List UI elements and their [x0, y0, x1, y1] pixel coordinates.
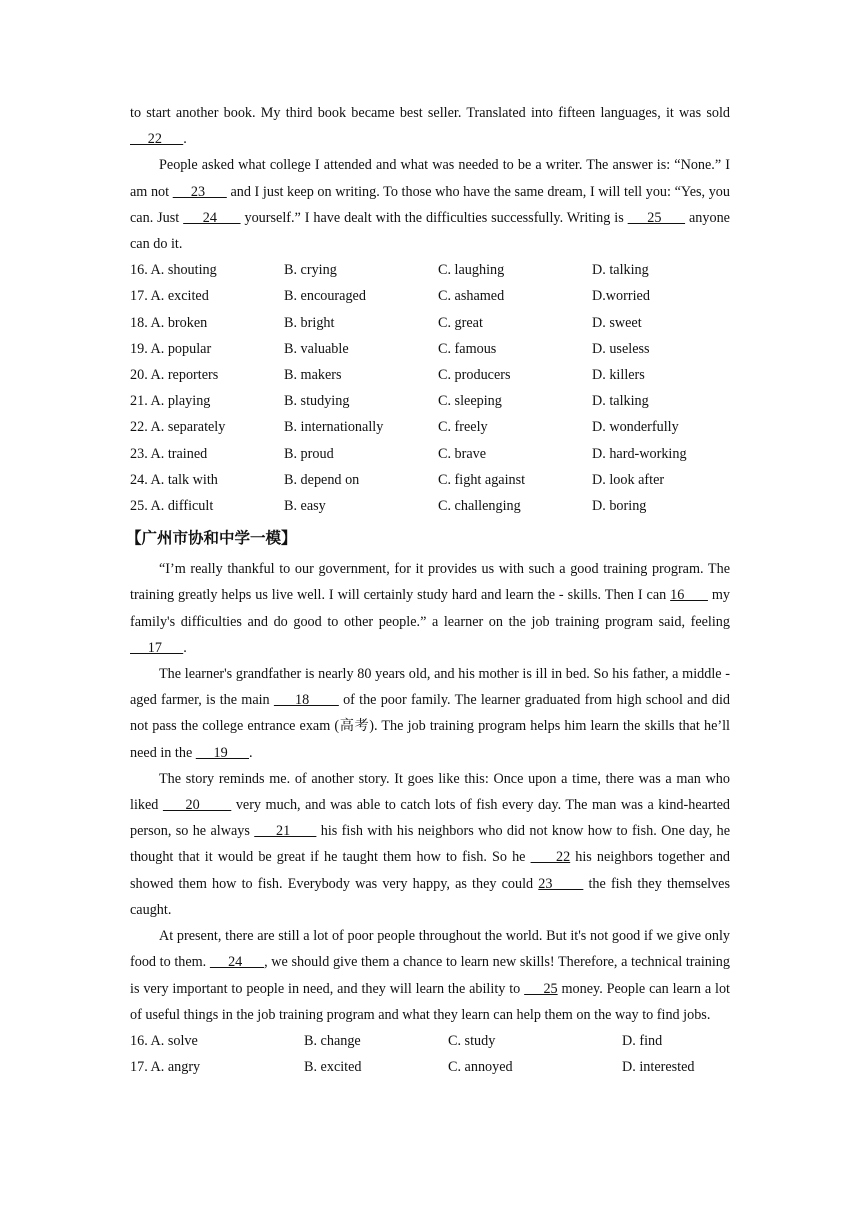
blank-23: 23: [172, 183, 227, 200]
text: The story reminds me. of another story. It goes like this: Once upon a time, there was a man who liked: [130, 770, 730, 814]
text: “I’m really thankful to our government, for it provides us with such a good training program. The training greatly helps us live well. I will certainly study hard and learn the - skills. Then I can: [130, 561, 730, 604]
option: D. sweet: [592, 314, 642, 331]
option: D.worried: [592, 288, 650, 305]
blank-16: 16: [670, 587, 708, 604]
blank-17: 17: [130, 639, 184, 656]
option: B. studying: [284, 393, 350, 410]
option: B. internationally: [284, 419, 384, 436]
option: C. laughing: [438, 262, 505, 279]
text: People asked what college I attended and what was needed to be a writer. The answer is: “None.” I am not: [130, 157, 730, 200]
option: B. bright: [284, 314, 335, 331]
paragraph-present: [130, 923, 730, 1028]
option: B. change: [304, 1032, 361, 1049]
option: C. sleeping: [438, 393, 502, 410]
option: 18. A. broken: [130, 314, 208, 331]
text: anyone can do it.: [130, 209, 730, 253]
paragraph-writer: [130, 152, 730, 257]
option: B. easy: [284, 498, 326, 515]
blank-21: 21: [254, 823, 317, 840]
option: C. study: [448, 1032, 496, 1049]
option: B. encouraged: [284, 288, 366, 305]
option: C. freely: [438, 419, 488, 436]
option: 20. A. reporters: [130, 367, 219, 384]
option: D. talking: [592, 262, 649, 279]
paragraph-learner: [130, 556, 730, 661]
option: 24. A. talk with: [130, 471, 218, 488]
option: 22. A. separately: [130, 419, 226, 436]
blank-18: 18: [273, 692, 339, 709]
paragraph-story: [130, 766, 730, 923]
text: of the poor family. The learner graduated from high school and did not pass the college entrance exam (高考). The job training program helps him learn the skills that he’ll need in the: [130, 692, 731, 761]
option: 25. A. difficult: [130, 498, 214, 515]
blank-24b: 24: [209, 954, 265, 971]
option: C. annoyed: [448, 1059, 513, 1076]
option: 19. A. popular: [130, 340, 212, 357]
document-page: [126, 100, 731, 1080]
option: D. look after: [592, 471, 665, 488]
option: C. famous: [438, 340, 497, 357]
option: C. great: [438, 314, 483, 331]
blank-23b: 23: [538, 875, 584, 892]
paragraph-continuation: [130, 100, 730, 152]
options-grid-2: [130, 1028, 730, 1080]
text: At present, there are still a lot of poor people throughout the world. But it's not good if we give only food to them.: [130, 928, 730, 971]
option: D. interested: [622, 1059, 695, 1076]
option: B. proud: [284, 445, 334, 462]
text: .: [183, 639, 187, 656]
text: the fish they themselves caught.: [130, 875, 730, 918]
text: his neighbors together and showed them how to fish. Everybody was very happy, as they could: [130, 849, 731, 892]
option: D. hard-working: [592, 445, 687, 462]
blank-22: 22: [130, 131, 184, 148]
blank-25b: 25: [524, 980, 558, 997]
blank-25: 25: [627, 209, 686, 226]
option: B. makers: [284, 367, 342, 384]
text: and I just keep on writing. To those who have the same dream, I will tell you: “Yes, you can. Just: [130, 183, 730, 226]
option: 16. A. shouting: [130, 262, 217, 279]
option: 23. A. trained: [130, 445, 208, 462]
option: 21. A. playing: [130, 393, 211, 410]
option: C. fight against: [438, 471, 526, 488]
option: C. challenging: [438, 498, 521, 515]
text: very much, and was able to catch lots of fish every day. The man was a kind-hearted person, so he always: [130, 797, 730, 840]
text: money. People can learn a lot of useful things in the job training program and what they learn can help them on the way to find jobs.: [130, 980, 730, 1023]
option: C. ashamed: [438, 288, 505, 305]
section-heading: 【广州市协和中学一模】: [126, 529, 297, 548]
text: , we should give them a chance to learn new skills! Therefore, a technical training is very important to people in need, and they will learn the ability to: [130, 954, 730, 997]
text: to start another book. My third book became best seller. Translated into fifteen languages, it was sold: [130, 105, 730, 121]
blank-19: 19: [195, 744, 249, 761]
text: .: [183, 131, 187, 148]
text: yourself.” I have dealt with the difficulties successfully. Writing is: [240, 209, 628, 226]
option: B. valuable: [284, 340, 349, 357]
blank-24: 24: [183, 209, 241, 226]
options-grid-1: [130, 257, 730, 519]
text: my family's difficulties and do good to other people.” a learner on the job training program said, feeling: [130, 587, 730, 630]
option: 17. A. angry: [130, 1059, 201, 1076]
blank-22b: 22: [530, 849, 571, 866]
option: D. find: [622, 1032, 663, 1049]
option: D. killers: [592, 367, 645, 384]
text: The learner's grandfather is nearly 80 years old, and his mother is ill in bed. So his father, a middle - aged farmer, is the main: [130, 666, 730, 709]
option: D. talking: [592, 393, 649, 410]
option: D. boring: [592, 498, 647, 515]
option: 17. A. excited: [130, 288, 209, 305]
option: B. depend on: [284, 471, 360, 488]
blank-20: 20: [162, 797, 232, 814]
option: B. excited: [304, 1059, 362, 1076]
text: his fish with his neighbors who did not know how to fish. One day, he thought that it would be great if he taught them how to fish. So he: [130, 823, 730, 866]
option: C. brave: [438, 445, 487, 462]
option: C. producers: [438, 367, 511, 384]
paragraph-grandfather: [130, 661, 730, 766]
option: D. wonderfully: [592, 419, 679, 436]
option: 16. A. solve: [130, 1032, 198, 1049]
option: D. useless: [592, 340, 650, 357]
option: B. crying: [284, 262, 337, 279]
text: .: [249, 744, 253, 761]
